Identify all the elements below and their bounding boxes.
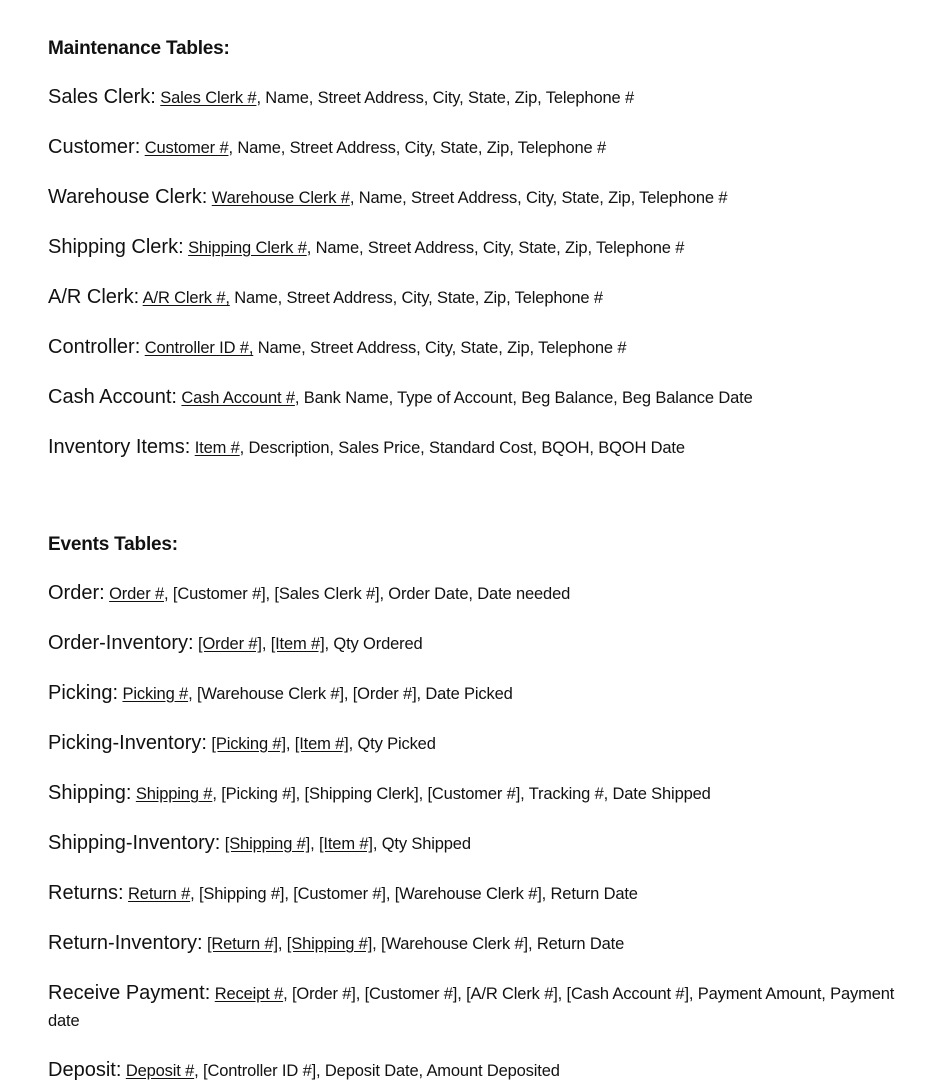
table-attributes — [207, 189, 727, 207]
field-text: , [Order #], [Customer #], [A/R Clerk #], [Cash Account #], Payment Amount, Payment date — [48, 985, 895, 1030]
table-definition — [48, 184, 908, 212]
table-definition — [48, 284, 908, 312]
key-field: [Order #] — [198, 635, 262, 653]
key-field: Controller ID #, — [144, 339, 254, 357]
table-attributes — [184, 239, 685, 257]
key-field: Sales Clerk # — [160, 89, 257, 107]
table-definition — [48, 680, 908, 708]
table-attributes — [105, 585, 570, 603]
field-text: , — [310, 835, 319, 853]
table-attributes — [121, 1062, 559, 1080]
key-field: Return # — [128, 885, 191, 903]
key-field: [Item #] — [319, 835, 373, 853]
field-text: Name, Street Address, City, State, Zip, Telephone # — [229, 289, 603, 307]
table-attributes — [203, 935, 625, 953]
table-name: Customer: — [48, 136, 141, 158]
field-text: , Name, Street Address, City, State, Zip, Telephone # — [306, 239, 685, 257]
table-definition — [48, 980, 908, 1035]
key-field: Cash Account # — [181, 389, 295, 407]
key-field: [Item #] — [270, 635, 325, 653]
table-definition — [48, 780, 908, 808]
table-name: Order-Inventory: — [48, 632, 194, 654]
table-attributes — [139, 289, 603, 307]
events-heading: Events Tables: — [48, 534, 178, 555]
table-name: Warehouse Clerk: — [48, 186, 208, 208]
document-page — [48, 36, 908, 1085]
key-field: Warehouse Clerk # — [211, 189, 350, 207]
key-field: Customer # — [144, 139, 229, 157]
table-definition — [48, 580, 908, 608]
field-text: , Bank Name, Type of Account, Beg Balance, Beg Balance Date — [294, 389, 753, 407]
field-text: , [Picking #], [Shipping Clerk], [Customer #], Tracking #, Date Shipped — [212, 785, 711, 803]
field-text: , [Warehouse Clerk #], Return Date — [372, 935, 625, 953]
table-attributes — [124, 885, 638, 903]
table-attributes — [190, 439, 685, 457]
table-name: Picking: — [48, 682, 119, 704]
key-field: Deposit # — [125, 1062, 195, 1080]
field-text: , Qty Shipped — [372, 835, 471, 853]
table-name: Deposit: — [48, 1059, 122, 1081]
table-definition — [48, 630, 908, 658]
table-name: A/R Clerk: — [48, 286, 140, 308]
table-definition — [48, 1057, 908, 1085]
key-field: [Item #] — [294, 735, 349, 753]
events-table-list — [48, 580, 908, 1085]
field-text: , Description, Sales Price, Standard Cost, BQOH, BQOH Date — [239, 439, 685, 457]
table-name: Sales Clerk: — [48, 86, 156, 108]
table-name: Controller: — [48, 336, 141, 358]
table-definition — [48, 384, 908, 412]
table-name: Picking-Inventory: — [48, 732, 207, 754]
table-definition — [48, 434, 908, 462]
table-name: Cash Account: — [48, 386, 177, 408]
table-definition — [48, 830, 908, 858]
field-text: , — [277, 935, 287, 953]
key-field: Receipt # — [214, 985, 284, 1003]
table-definition — [48, 234, 908, 262]
table-attributes — [118, 685, 513, 703]
maintenance-table-list — [48, 84, 908, 462]
table-definition — [48, 880, 908, 908]
table-attributes — [156, 89, 634, 107]
key-field: Item # — [194, 439, 240, 457]
table-name: Returns: — [48, 882, 124, 904]
key-field: [Picking #] — [211, 735, 286, 753]
table-name: Return-Inventory: — [48, 932, 203, 954]
table-name: Receive Payment: — [48, 982, 211, 1004]
key-field: Shipping # — [135, 785, 213, 803]
table-name: Inventory Items: — [48, 436, 191, 458]
table-definition — [48, 84, 908, 112]
table-definition — [48, 134, 908, 162]
field-text: , Qty Ordered — [324, 635, 423, 653]
table-attributes — [194, 635, 423, 653]
table-name: Shipping: — [48, 782, 132, 804]
field-text: , Qty Picked — [348, 735, 436, 753]
events-section — [48, 532, 908, 1085]
key-field: [Return #] — [206, 935, 278, 953]
field-text: , Name, Street Address, City, State, Zip, Telephone # — [349, 189, 728, 207]
field-text: Name, Street Address, City, State, Zip, Telephone # — [253, 339, 627, 357]
key-field: Picking # — [122, 685, 189, 703]
key-field: [Shipping #] — [224, 835, 311, 853]
key-field: A/R Clerk #, — [142, 289, 230, 307]
field-text: , [Customer #], [Sales Clerk #], Order Date, Date needed — [164, 585, 571, 603]
field-text: , [Controller ID #], Deposit Date, Amount Deposited — [194, 1062, 560, 1080]
field-text: , — [285, 735, 295, 753]
field-text: , Name, Street Address, City, State, Zip, Telephone # — [256, 89, 634, 107]
table-definition — [48, 334, 908, 362]
key-field: Order # — [109, 585, 165, 603]
table-attributes — [140, 139, 606, 157]
table-attributes — [207, 735, 436, 753]
maintenance-section — [48, 36, 908, 462]
table-definition — [48, 730, 908, 758]
table-name: Shipping-Inventory: — [48, 832, 221, 854]
key-field: Shipping Clerk # — [188, 239, 307, 257]
table-definition — [48, 930, 908, 958]
table-name: Order: — [48, 582, 105, 604]
maintenance-heading: Maintenance Tables: — [48, 38, 230, 59]
table-attributes — [220, 835, 471, 853]
table-attributes — [177, 389, 753, 407]
field-text: , — [261, 635, 271, 653]
table-name: Shipping Clerk: — [48, 236, 184, 258]
field-text: , Name, Street Address, City, State, Zip, Telephone # — [228, 139, 607, 157]
key-field: [Shipping #] — [286, 935, 373, 953]
table-attributes — [131, 785, 710, 803]
table-attributes — [140, 339, 626, 357]
field-text: , [Shipping #], [Customer #], [Warehouse Clerk #], Return Date — [190, 885, 638, 903]
field-text: , [Warehouse Clerk #], [Order #], Date Picked — [188, 685, 513, 703]
